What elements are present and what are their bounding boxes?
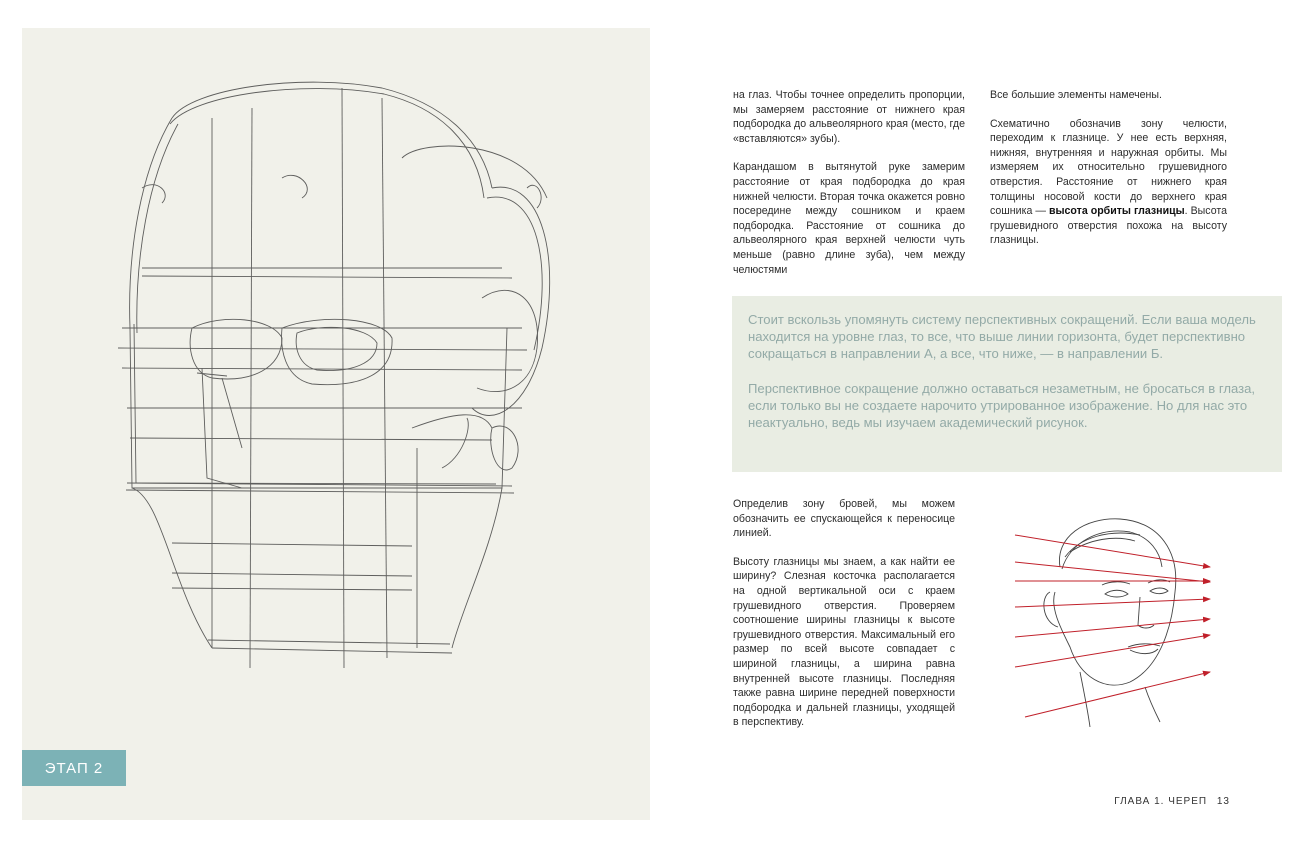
paragraph-text: . Высота грушевидного отверстия похожа на высоту глазницы. <box>990 205 1227 247</box>
paragraph: Все большие элементы намечены. <box>990 89 1162 101</box>
text-column-1 <box>733 88 965 291</box>
text-column-2 <box>990 88 1227 262</box>
paragraph: на глаз. Чтобы точнее определить пропорции, мы замеряем расстояние от нижнего края подбородка до альвеолярного края (место, где «вставляются» зубы). <box>733 89 965 145</box>
paragraph: Определив зону бровей, мы можем обозначить ее спускающейся к переносице линией. <box>733 498 955 540</box>
paragraph-text: Схематично обозначив зону челюсти, переходим к глазнице. У нее есть верхняя, нижняя, внутренняя и наружная орбиты. Мы измеряем их относительно грушевидного отверстия. Расстояние от нижнего края толщины носовой кости до верхнего края сошника — <box>990 117 1227 218</box>
skull-construction-sketch <box>22 28 650 820</box>
chapter-title: ГЛАВА 1. ЧЕРЕП <box>1114 796 1208 807</box>
paragraph: Высоту глазницы мы знаем, а как найти ее ширину? Слезная косточка располагается на одной вертикальной оси с краем грушевидного отверстия. Проверяем соотношение ширины глазницы к высоте грушевидного отверстия. Максимальный его размер по всей высоте совпадает с шириной глазницы, а ширина равна внутренней высоте глазницы. Последняя также равна ширине передней поверхности подбородка и дальней глазницы, уходящей в перспективу. <box>733 555 955 729</box>
stage-badge: ЭТАП 2 <box>22 750 126 786</box>
callout-box <box>732 296 1282 472</box>
page-number: 13 <box>1216 796 1230 807</box>
face-perspective-illustration <box>1010 497 1230 727</box>
paragraph: Карандашом в вытянутой руке замерим расстояние от края подбородка до края нижней челюсти. Вторая точка окажется ровно посередине между сошником и краем подбородка. Расстояние от сошника до альвеолярного края верхней челюсти чуть меньше (равно длине зуба), чем между челюстями <box>733 161 965 276</box>
paragraph <box>990 117 1227 248</box>
text-column-3 <box>733 497 955 744</box>
callout-paragraph: Перспективное сокращение должно оставаться незаметным, не бросаться в глаза, если только вы не создаете нарочито утрированное изображение. Но для нас это неактуально, ведь мы изучаем академический рисунок. <box>748 380 1256 431</box>
bold-term: высота орбиты глазницы <box>1048 205 1185 218</box>
page-footer <box>1114 796 1230 807</box>
callout-paragraph: Стоит вскользь упомянуть систему перспективных сокращений. Если ваша модель находится на уровне глаз, то все, что выше линии горизонта, будет перспективно сокращаться в направлении А, а все, что ниже, — в направлении Б. <box>748 312 1256 362</box>
left-page-illustration <box>22 28 650 820</box>
